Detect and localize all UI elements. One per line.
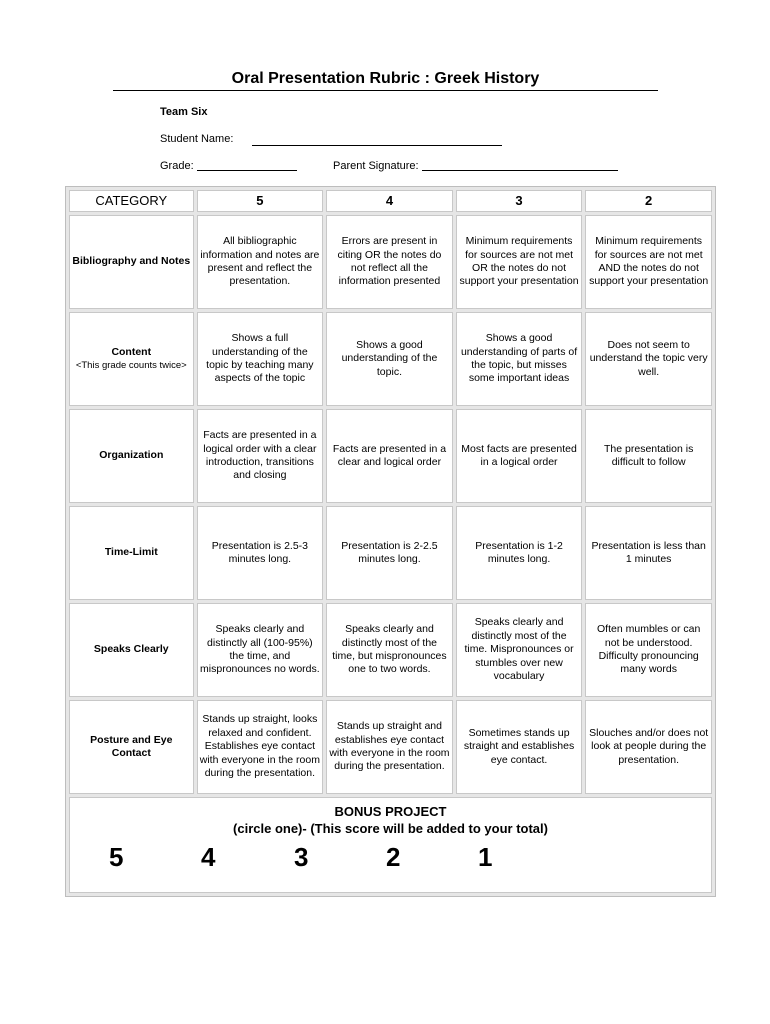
- criteria-cell: Speaks clearly and distinctly most of the time, but mispronounces one to two words.: [326, 603, 453, 697]
- category-cell: [69, 506, 194, 600]
- bonus-title: BONUS PROJECT: [334, 804, 447, 819]
- bonus-scores: [72, 837, 709, 887]
- category-cell: [69, 603, 194, 697]
- parent-signature-blank[interactable]: [422, 170, 618, 171]
- category-name: Organization: [99, 449, 164, 462]
- criteria-cell: Presentation is less than 1 minutes: [585, 506, 712, 600]
- grade-label: Grade:: [160, 160, 194, 172]
- bonus-score-2[interactable]: 2: [386, 842, 401, 872]
- criteria-cell: Shows a good understanding of parts of the topic, but misses some important ideas: [456, 312, 583, 406]
- criteria-cell: Minimum requirements for sources are not met AND the notes do not support your presentation: [585, 215, 712, 309]
- rubric-table: [65, 186, 716, 897]
- bonus-row: [69, 797, 712, 893]
- parent-signature-field: [333, 160, 618, 172]
- document-title: Oral Presentation Rubric : Greek History: [113, 70, 658, 91]
- student-name-blank[interactable]: [252, 145, 502, 146]
- criteria-cell: Shows a good understanding of the topic.: [326, 312, 453, 406]
- criteria-cell: Minimum requirements for sources are not met OR the notes do not support your presentation: [456, 215, 583, 309]
- criteria-cell: Speaks clearly and distinctly most of the time. Mispronounces or stumbles over new vocabulary: [456, 603, 583, 697]
- criteria-cell: The presentation is difficult to follow: [585, 409, 712, 503]
- bonus-instructions: (circle one)- (This score will be added to your total): [233, 821, 548, 836]
- header-score-4: 4: [326, 190, 453, 212]
- grade-blank[interactable]: [197, 170, 297, 171]
- category-note: <This grade counts twice>: [75, 359, 187, 371]
- criteria-cell: Does not seem to understand the topic very well.: [585, 312, 712, 406]
- student-name-field: [160, 133, 233, 145]
- category-name: Content: [111, 346, 152, 359]
- category-name: Posture and Eye Contact: [90, 733, 173, 759]
- bonus-score-1[interactable]: 1: [478, 842, 493, 872]
- category-cell: [69, 215, 194, 309]
- bonus-score-3[interactable]: 3: [294, 842, 309, 872]
- bonus-score-4[interactable]: 4: [201, 842, 216, 872]
- table-row: [69, 409, 712, 503]
- table-row: [69, 700, 712, 794]
- category-name: Speaks Clearly: [93, 643, 169, 656]
- criteria-cell: Presentation is 2.5-3 minutes long.: [197, 506, 324, 600]
- student-name-label: Student Name:: [160, 133, 234, 145]
- criteria-cell: Stands up straight, looks relaxed and confident. Establishes eye contact with everyone in the room during the presentation.: [197, 700, 324, 794]
- criteria-cell: Errors are present in citing OR the notes do not reflect all the information presented: [326, 215, 453, 309]
- header-category: CATEGORY: [69, 190, 194, 212]
- table-row: [69, 312, 712, 406]
- bonus-score-5[interactable]: 5: [109, 842, 124, 872]
- header-score-3: 3: [456, 190, 583, 212]
- team-name: Team Six: [160, 106, 208, 118]
- criteria-cell: Most facts are presented in a logical order: [456, 409, 583, 503]
- criteria-cell: Sometimes stands up straight and establishes eye contact.: [456, 700, 583, 794]
- category-cell: [69, 409, 194, 503]
- criteria-cell: Slouches and/or does not look at people during the presentation.: [585, 700, 712, 794]
- parent-signature-label: Parent Signature:: [333, 160, 419, 172]
- criteria-cell: Facts are presented in a logical order with a clear introduction, transitions and closing: [197, 409, 324, 503]
- criteria-cell: Presentation is 1-2 minutes long.: [456, 506, 583, 600]
- header-score-2: 2: [585, 190, 712, 212]
- criteria-cell: Speaks clearly and distinctly all (100-95%) the time, and mispronounces no words.: [197, 603, 324, 697]
- category-cell: [69, 312, 194, 406]
- grade-field: [160, 160, 297, 172]
- header-score-5: 5: [197, 190, 324, 212]
- criteria-cell: Facts are presented in a clear and logical order: [326, 409, 453, 503]
- criteria-cell: Presentation is 2-2.5 minutes long.: [326, 506, 453, 600]
- header-row: [69, 190, 712, 212]
- table-row: [69, 215, 712, 309]
- table-row: [69, 603, 712, 697]
- criteria-cell: Often mumbles or can not be understood. Difficulty pronouncing many words: [585, 603, 712, 697]
- category-name: Time-Limit: [104, 546, 158, 559]
- category-name: Bibliography and Notes: [72, 255, 191, 268]
- criteria-cell: All bibliographic information and notes are present and reflect the presentation.: [197, 215, 324, 309]
- bonus-cell: [69, 797, 712, 893]
- table-row: [69, 506, 712, 600]
- criteria-cell: Shows a full understanding of the topic by teaching many aspects of the topic: [197, 312, 324, 406]
- category-cell: [69, 700, 194, 794]
- criteria-cell: Stands up straight and establishes eye contact with everyone in the room during the presentation.: [326, 700, 453, 794]
